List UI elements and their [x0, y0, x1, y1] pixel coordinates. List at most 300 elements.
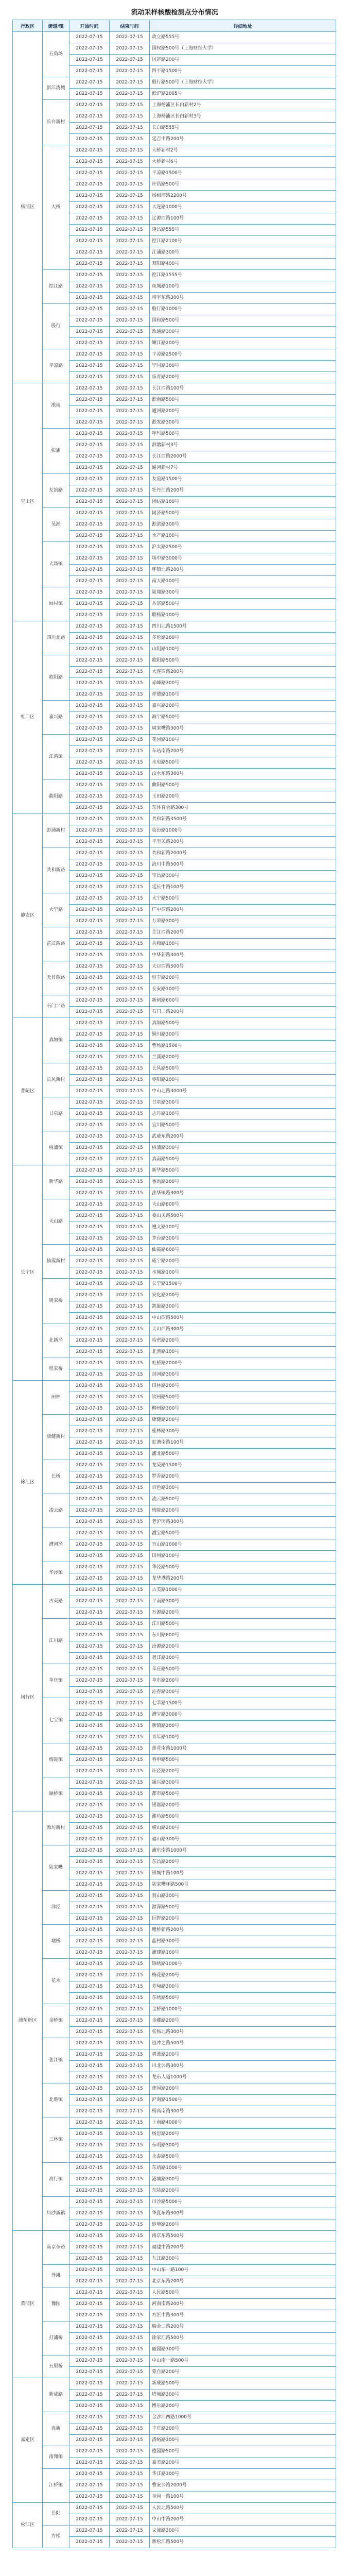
table-row [13, 1018, 336, 1029]
end-time-cell: 2022-07-15 [110, 1075, 150, 1086]
table-row [13, 780, 336, 791]
end-time-cell: 2022-07-15 [110, 2242, 150, 2253]
address-cell: 人民北路500号 [150, 2503, 336, 2514]
table-row [13, 1619, 336, 1630]
address-cell: 浦北路500号 [150, 1449, 336, 1460]
address-cell: 万源路200号 [150, 1607, 336, 1619]
start-time-cell: 2022-07-15 [69, 440, 110, 451]
table-row [13, 542, 336, 553]
end-time-cell: 2022-07-15 [110, 735, 150, 746]
street-cell: 岳阳 [43, 2503, 69, 2526]
start-time-cell: 2022-07-15 [69, 247, 110, 259]
table-row [13, 1245, 336, 1256]
end-time-cell: 2022-07-15 [110, 553, 150, 565]
end-time-cell: 2022-07-15 [110, 440, 150, 451]
end-time-cell: 2022-07-15 [110, 123, 150, 134]
start-time-cell: 2022-07-15 [69, 2424, 110, 2435]
table-row [13, 1494, 336, 1505]
street-cell: 平凉路 [43, 349, 69, 383]
end-time-cell: 2022-07-15 [110, 77, 150, 89]
end-time-cell: 2022-07-15 [110, 2378, 150, 2389]
end-time-cell: 2022-07-15 [110, 1279, 150, 1290]
table-row [13, 32, 336, 43]
start-time-cell: 2022-07-15 [69, 1471, 110, 1483]
table-row [13, 587, 336, 599]
end-time-cell: 2022-07-15 [110, 531, 150, 542]
address-cell: 金园一路100号 [150, 2492, 336, 2503]
address-cell: 芳甸路300号 [150, 1981, 336, 1993]
start-time-cell: 2022-07-15 [69, 2344, 110, 2355]
end-time-cell: 2022-07-15 [110, 497, 150, 508]
table-row [13, 2503, 336, 2514]
address-cell: 场中路3000号 [150, 553, 336, 565]
start-time-cell: 2022-07-15 [69, 1664, 110, 1675]
address-cell: 钦州路500号 [150, 1392, 336, 1403]
start-time-cell: 2022-07-15 [69, 2061, 110, 2072]
end-time-cell: 2022-07-15 [110, 1165, 150, 1177]
address-cell: 新镇路200号 [150, 1721, 336, 1732]
start-time-cell: 2022-07-15 [69, 633, 110, 644]
district-cell: 徐汇区 [13, 1381, 43, 1585]
end-time-cell: 2022-07-15 [110, 916, 150, 927]
end-time-cell: 2022-07-15 [110, 1143, 150, 1154]
start-time-cell: 2022-07-15 [69, 55, 110, 66]
address-cell: 祥德路100号 [150, 689, 336, 701]
end-time-cell: 2022-07-15 [110, 1551, 150, 1562]
end-time-cell: 2022-07-15 [110, 689, 150, 701]
address-cell: 老沪闵路300号 [150, 1517, 336, 1528]
start-time-cell: 2022-07-15 [69, 1165, 110, 1177]
start-time-cell: 2022-07-15 [69, 678, 110, 689]
start-time-cell: 2022-07-15 [69, 893, 110, 905]
street-cell: 曲阳路 [43, 780, 69, 814]
end-time-cell: 2022-07-15 [110, 2367, 150, 2378]
district-cell: 静安区 [13, 814, 43, 1018]
start-time-cell: 2022-07-15 [69, 1222, 110, 1233]
address-cell: 剑河路300号 [150, 1369, 336, 1381]
address-cell: 沁春路300号 [150, 1687, 336, 1698]
start-time-cell: 2022-07-15 [69, 429, 110, 440]
end-time-cell: 2022-07-15 [110, 1403, 150, 1415]
address-cell: 嘉美路200号 [150, 2458, 336, 2469]
end-time-cell: 2022-07-15 [110, 1675, 150, 1687]
start-time-cell: 2022-07-15 [69, 1347, 110, 1358]
address-cell: 新松江路500号 [150, 2537, 336, 2548]
address-cell: 大桥新村6号 [150, 157, 336, 168]
street-cell: 新华路 [43, 1165, 69, 1199]
street-cell: 花木 [43, 1959, 69, 2004]
start-time-cell: 2022-07-15 [69, 134, 110, 145]
start-time-cell: 2022-07-15 [69, 1925, 110, 1936]
address-cell: 赤峰路300号 [150, 678, 336, 689]
start-time-cell: 2022-07-15 [69, 780, 110, 791]
address-cell: 山阴路100号 [150, 644, 336, 655]
address-cell: 东靖路1000号 [150, 2163, 336, 2174]
table-row [13, 927, 336, 939]
start-time-cell: 2022-07-15 [69, 2038, 110, 2049]
start-time-cell: 2022-07-15 [69, 2287, 110, 2299]
address-cell: 上海杨浦区长白新村3号 [150, 111, 336, 123]
end-time-cell: 2022-07-15 [110, 2117, 150, 2129]
table-row [13, 1664, 336, 1675]
start-time-cell: 2022-07-15 [69, 1211, 110, 1222]
address-cell: 碧波路200号 [150, 2049, 336, 2061]
table-row [13, 2355, 336, 2367]
address-cell: 汶水东路300号 [150, 769, 336, 780]
address-cell: 政通路300号 [150, 327, 336, 338]
end-time-cell: 2022-07-15 [110, 837, 150, 848]
address-cell: 茅台路300号 [150, 1233, 336, 1245]
table-row [13, 2526, 336, 2537]
end-time-cell: 2022-07-15 [110, 1528, 150, 1539]
address-cell: 川北公路300号 [150, 2061, 336, 2072]
address-cell: 漕宝路500号 [150, 1528, 336, 1539]
table-body [13, 32, 336, 2548]
end-time-cell: 2022-07-15 [110, 1721, 150, 1732]
end-time-cell: 2022-07-15 [110, 1471, 150, 1483]
end-time-cell: 2022-07-15 [110, 1981, 150, 1993]
start-time-cell: 2022-07-15 [69, 1335, 110, 1347]
address-cell: 九江路300号 [150, 2253, 336, 2265]
start-time-cell: 2022-07-15 [69, 1743, 110, 1755]
table-row [13, 1097, 336, 1109]
start-time-cell: 2022-07-15 [69, 327, 110, 338]
end-time-cell: 2022-07-15 [110, 927, 150, 939]
address-cell: 杨树浦路2200号 [150, 191, 336, 202]
address-cell: 平凉路2500号 [150, 349, 336, 361]
end-time-cell: 2022-07-15 [110, 2038, 150, 2049]
end-time-cell: 2022-07-15 [110, 1041, 150, 1052]
start-time-cell: 2022-07-15 [69, 791, 110, 803]
start-time-cell: 2022-07-15 [69, 1415, 110, 1426]
end-time-cell: 2022-07-15 [110, 769, 150, 780]
end-time-cell: 2022-07-15 [110, 383, 150, 395]
start-time-cell: 2022-07-15 [69, 1687, 110, 1698]
start-time-cell: 2022-07-15 [69, 1301, 110, 1313]
table-row [13, 2321, 336, 2333]
end-time-cell: 2022-07-15 [110, 1913, 150, 1925]
address-cell: 陆翔路300号 [150, 587, 336, 599]
address-cell: 呼玛路500号 [150, 429, 336, 440]
address-cell: 隆昌路555号 [150, 225, 336, 236]
address-cell: 百色路300号 [150, 1483, 336, 1494]
end-time-cell: 2022-07-15 [110, 701, 150, 712]
address-cell: 港城路300号 [150, 2174, 336, 2185]
address-cell: 瑞金二路200号 [150, 2321, 336, 2333]
start-time-cell: 2022-07-15 [69, 1551, 110, 1562]
end-time-cell: 2022-07-15 [110, 2480, 150, 2492]
table-row [13, 429, 336, 440]
end-time-cell: 2022-07-15 [110, 1539, 150, 1551]
district-cell: 嘉定区 [13, 2378, 43, 2503]
start-time-cell: 2022-07-15 [69, 1029, 110, 1041]
street-cell: 莘庄镇 [43, 1664, 69, 1698]
address-cell: 水城路100号 [150, 1267, 336, 1279]
header-start-time: 开始时间 [69, 20, 110, 32]
address-cell: 共和路100号 [150, 939, 336, 950]
start-time-cell: 2022-07-15 [69, 2299, 110, 2310]
address-cell: 石门二路200号 [150, 1007, 336, 1018]
address-cell: 洛川中路500号 [150, 859, 336, 871]
start-time-cell: 2022-07-15 [69, 837, 110, 848]
start-time-cell: 2022-07-15 [69, 1426, 110, 1437]
street-cell: 漕河泾 [43, 1528, 69, 1562]
end-time-cell: 2022-07-15 [110, 2151, 150, 2163]
start-time-cell: 2022-07-15 [69, 1120, 110, 1131]
header-district: 行政区 [13, 20, 43, 32]
start-time-cell: 2022-07-15 [69, 293, 110, 304]
address-cell: 共富路500号 [150, 599, 336, 610]
end-time-cell: 2022-07-15 [110, 293, 150, 304]
end-time-cell: 2022-07-15 [110, 32, 150, 43]
end-time-cell: 2022-07-15 [110, 1415, 150, 1426]
end-time-cell: 2022-07-15 [110, 1437, 150, 1449]
end-time-cell: 2022-07-15 [110, 655, 150, 667]
address-cell: 枣阳路200号 [150, 1075, 336, 1086]
address-cell: 妙境路200号 [150, 2219, 336, 2231]
start-time-cell: 2022-07-15 [69, 225, 110, 236]
address-cell: 蓝村路300号 [150, 1936, 336, 1947]
table-row [13, 1811, 336, 1823]
end-time-cell: 2022-07-15 [110, 1596, 150, 1607]
address-cell: 控江路1555号 [150, 270, 336, 281]
end-time-cell: 2022-07-15 [110, 1086, 150, 1097]
address-cell: 福建中路200号 [150, 2242, 336, 2253]
end-time-cell: 2022-07-15 [110, 2446, 150, 2458]
end-time-cell: 2022-07-15 [110, 451, 150, 463]
address-cell: 金沙江西路1000号 [150, 2412, 336, 2424]
address-cell: 巨野路200号 [150, 1913, 336, 1925]
start-time-cell: 2022-07-15 [69, 485, 110, 497]
end-time-cell: 2022-07-15 [110, 485, 150, 497]
address-cell: 宜山路1000号 [150, 1539, 336, 1551]
street-cell: 洋泾 [43, 1891, 69, 1925]
end-time-cell: 2022-07-15 [110, 1188, 150, 1199]
address-cell: 长江西路100号 [150, 383, 336, 395]
end-time-cell: 2022-07-15 [110, 519, 150, 531]
address-cell: 浦东南路1000号 [150, 1845, 336, 1857]
end-time-cell: 2022-07-15 [110, 100, 150, 111]
start-time-cell: 2022-07-15 [69, 497, 110, 508]
address-cell: 龙华港路200号 [150, 1573, 336, 1585]
street-cell: 天目西路 [43, 961, 69, 995]
end-time-cell: 2022-07-15 [110, 1585, 150, 1596]
address-cell: 铜川路300号 [150, 1029, 336, 1041]
start-time-cell: 2022-07-15 [69, 417, 110, 429]
start-time-cell: 2022-07-15 [69, 587, 110, 599]
address-cell: 淞沪路2005号 [150, 89, 336, 100]
address-cell: 志丹路100号 [150, 1109, 336, 1120]
start-time-cell: 2022-07-15 [69, 1641, 110, 1653]
address-cell: 通河新村7号 [150, 463, 336, 474]
street-cell: 方松 [43, 2526, 69, 2548]
address-cell: 上南路4000号 [150, 2117, 336, 2129]
start-time-cell: 2022-07-15 [69, 2253, 110, 2265]
end-time-cell: 2022-07-15 [110, 1891, 150, 1902]
start-time-cell: 2022-07-15 [69, 2129, 110, 2140]
table-row [13, 1415, 336, 1426]
street-cell: 古美路 [43, 1585, 69, 1619]
address-cell: 花园路100号 [150, 735, 336, 746]
street-cell: 程家桥 [43, 1358, 69, 1381]
end-time-cell: 2022-07-15 [110, 1018, 150, 1029]
end-time-cell: 2022-07-15 [110, 667, 150, 678]
address-cell: 江川路500号 [150, 1619, 336, 1630]
start-time-cell: 2022-07-15 [69, 2435, 110, 2446]
address-cell: 嘉兴路200号 [150, 701, 336, 712]
street-cell: 金桥镇 [43, 2004, 69, 2038]
end-time-cell: 2022-07-15 [110, 2492, 150, 2503]
street-cell: 江川路 [43, 1619, 69, 1664]
start-time-cell: 2022-07-15 [69, 304, 110, 315]
end-time-cell: 2022-07-15 [110, 2333, 150, 2344]
table-row [13, 1959, 336, 1970]
start-time-cell: 2022-07-15 [69, 1993, 110, 2004]
start-time-cell: 2022-07-15 [69, 315, 110, 327]
start-time-cell: 2022-07-15 [69, 1245, 110, 1256]
table-row [13, 474, 336, 485]
street-cell: 豫园 [43, 2287, 69, 2321]
address-cell: 曲阳路500号 [150, 780, 336, 791]
start-time-cell: 2022-07-15 [69, 1947, 110, 1959]
address-cell: 甘泉路300号 [150, 1097, 336, 1109]
address-cell: 新成路500号 [150, 2378, 336, 2389]
end-time-cell: 2022-07-15 [110, 259, 150, 270]
end-time-cell: 2022-07-15 [110, 1845, 150, 1857]
address-cell: 多伦路200号 [150, 633, 336, 644]
address-cell: 沧源路200号 [150, 1641, 336, 1653]
start-time-cell: 2022-07-15 [69, 995, 110, 1007]
street-cell: 三林镇 [43, 2117, 69, 2163]
start-time-cell: 2022-07-15 [69, 2378, 110, 2389]
address-cell: 安化路200号 [150, 1290, 336, 1301]
end-time-cell: 2022-07-15 [110, 1879, 150, 1891]
address-cell: 北京东路200号 [150, 2276, 336, 2287]
start-time-cell: 2022-07-15 [69, 2208, 110, 2219]
address-cell: 桃浦路300号 [150, 1143, 336, 1154]
start-time-cell: 2022-07-15 [69, 1585, 110, 1596]
end-time-cell: 2022-07-15 [110, 270, 150, 281]
end-time-cell: 2022-07-15 [110, 1335, 150, 1347]
start-time-cell: 2022-07-15 [69, 1154, 110, 1165]
end-time-cell: 2022-07-15 [110, 1392, 150, 1403]
start-time-cell: 2022-07-15 [69, 553, 110, 565]
start-time-cell: 2022-07-15 [69, 803, 110, 814]
end-time-cell: 2022-07-15 [110, 429, 150, 440]
end-time-cell: 2022-07-15 [110, 757, 150, 769]
address-cell: 仙霞路600号 [150, 1245, 336, 1256]
district-cell: 黄浦区 [13, 2231, 43, 2378]
address-cell: 凤城路100号 [150, 281, 336, 293]
street-cell: 七宝镇 [43, 1698, 69, 1743]
street-cell: 顾村镇 [43, 587, 69, 621]
end-time-cell: 2022-07-15 [110, 1777, 150, 1789]
start-time-cell: 2022-07-15 [69, 1562, 110, 1573]
address-cell: 塔城路300号 [150, 2389, 336, 2401]
address-cell: 恒丰路200号 [150, 973, 336, 984]
start-time-cell: 2022-07-15 [69, 565, 110, 576]
start-time-cell: 2022-07-15 [69, 66, 110, 77]
end-time-cell: 2022-07-15 [110, 361, 150, 372]
start-time-cell: 2022-07-15 [69, 349, 110, 361]
address-cell: 水产路100号 [150, 531, 336, 542]
address-cell: 古美路1000号 [150, 1585, 336, 1596]
start-time-cell: 2022-07-15 [69, 723, 110, 735]
street-cell: 淞南 [43, 383, 69, 429]
address-cell: 清峪路300号 [150, 2435, 336, 2446]
address-cell: 威宁路200号 [150, 1256, 336, 1267]
address-cell: 大连路1000号 [150, 202, 336, 213]
table-row [13, 1777, 336, 1789]
end-time-cell: 2022-07-15 [110, 1301, 150, 1313]
address-cell: 广中西路200号 [150, 905, 336, 916]
table-row [13, 701, 336, 712]
start-time-cell: 2022-07-15 [69, 961, 110, 973]
start-time-cell: 2022-07-15 [69, 1891, 110, 1902]
sampling-sites-table [12, 20, 336, 2548]
start-time-cell: 2022-07-15 [69, 905, 110, 916]
start-time-cell: 2022-07-15 [69, 2072, 110, 2083]
address-cell: 南大路100号 [150, 576, 336, 587]
start-time-cell: 2022-07-15 [69, 1086, 110, 1097]
street-cell: 颛桥镇 [43, 1777, 69, 1811]
start-time-cell: 2022-07-15 [69, 2231, 110, 2242]
address-cell: 银都路200号 [150, 1800, 336, 1811]
table-row [13, 304, 336, 315]
start-time-cell: 2022-07-15 [69, 77, 110, 89]
end-time-cell: 2022-07-15 [110, 1199, 150, 1211]
start-time-cell: 2022-07-15 [69, 1868, 110, 1879]
start-time-cell: 2022-07-15 [69, 89, 110, 100]
address-cell: 永泰路500号 [150, 2151, 336, 2163]
start-time-cell: 2022-07-15 [69, 2458, 110, 2469]
end-time-cell: 2022-07-15 [110, 2276, 150, 2287]
end-time-cell: 2022-07-15 [110, 746, 150, 757]
end-time-cell: 2022-07-15 [110, 2321, 150, 2333]
start-time-cell: 2022-07-15 [69, 383, 110, 395]
street-cell: 大宁路 [43, 893, 69, 927]
street-cell: 五角场 [43, 32, 69, 77]
end-time-cell: 2022-07-15 [110, 2287, 150, 2299]
address-cell: 虹漕南路100号 [150, 1437, 336, 1449]
start-time-cell: 2022-07-15 [69, 213, 110, 225]
start-time-cell: 2022-07-15 [69, 576, 110, 587]
address-cell: 四平路1500号 [150, 66, 336, 77]
end-time-cell: 2022-07-15 [110, 1641, 150, 1653]
address-cell: 政立路555号 [150, 32, 336, 43]
district-cell: 闵行区 [13, 1585, 43, 1811]
street-cell: 长桥 [43, 1460, 69, 1494]
start-time-cell: 2022-07-15 [69, 1675, 110, 1687]
start-time-cell: 2022-07-15 [69, 2219, 110, 2231]
start-time-cell: 2022-07-15 [69, 2333, 110, 2344]
end-time-cell: 2022-07-15 [110, 723, 150, 735]
start-time-cell: 2022-07-15 [69, 2049, 110, 2061]
street-cell: 新江湾城 [43, 77, 69, 100]
address-cell: 浦建路100号 [150, 1947, 336, 1959]
street-cell: 石门二路 [43, 995, 69, 1018]
end-time-cell: 2022-07-15 [110, 2049, 150, 2061]
end-time-cell: 2022-07-15 [110, 1698, 150, 1709]
address-cell: 殷行路1000号 [150, 304, 336, 315]
start-time-cell: 2022-07-15 [69, 1834, 110, 1845]
end-time-cell: 2022-07-15 [110, 2344, 150, 2355]
start-time-cell: 2022-07-15 [69, 1018, 110, 1029]
end-time-cell: 2022-07-15 [110, 576, 150, 587]
end-time-cell: 2022-07-15 [110, 145, 150, 157]
start-time-cell: 2022-07-15 [69, 270, 110, 281]
address-cell: 银城中路100号 [150, 1868, 336, 1879]
